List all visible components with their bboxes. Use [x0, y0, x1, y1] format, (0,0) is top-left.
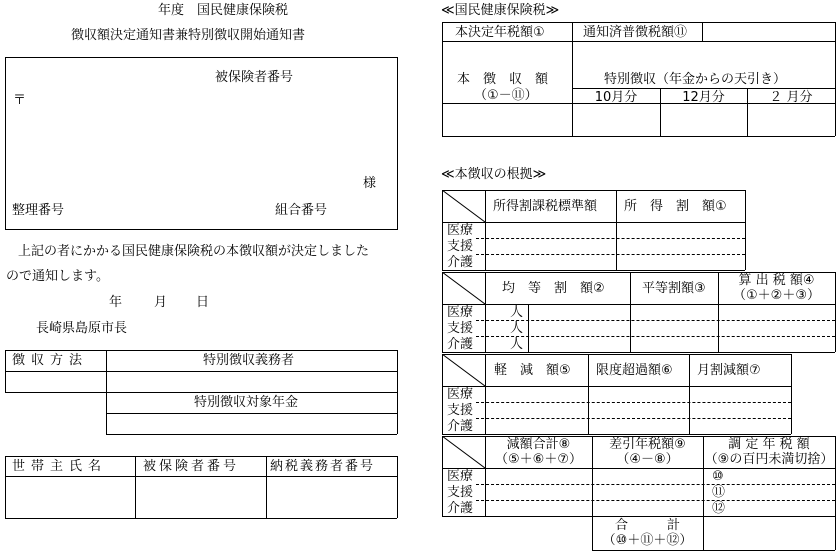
notice-text-line1: 上記の者にかかる国民健康保険税の本徴収額が決定しました	[18, 244, 370, 259]
special-collection-obligor-label: 特別徴収義務者	[203, 353, 295, 368]
group-number-label: 組合番号	[275, 203, 328, 218]
header-subtitle: 徴収額決定通知書兼特別徴収開始通知書	[71, 28, 306, 43]
notified-tax-label: 通知済普徴税額⑪	[583, 25, 688, 40]
adjusted-annual-tax-formula: （⑨の百円未満切捨）	[704, 452, 834, 467]
row-label-care: 介護	[447, 501, 474, 516]
annual-tax-label: 本決定年税額①	[455, 25, 545, 40]
month-february: ２ 月分	[769, 90, 813, 105]
person-unit: 人	[510, 321, 524, 336]
excess-limit-label: 限度超過額⑥	[596, 363, 673, 378]
row-label-support: 支援	[447, 403, 474, 418]
collection-amount-label: 本 徴 収 額	[457, 72, 549, 87]
header-title: 年度 国民健康保険税	[158, 3, 289, 18]
special-collection-header: 特別徴収（年金からの天引き）	[604, 72, 787, 87]
computed-tax-label: 算 出 税 額④	[738, 273, 815, 288]
insured-number-label: 被保険者番号	[215, 70, 294, 85]
reference-number-label: 整理番号	[12, 203, 65, 218]
grand-total-label: 合 計	[614, 518, 680, 533]
row-label-care: 介護	[447, 255, 474, 270]
grand-total-formula: （⑩＋⑪＋⑫）	[602, 533, 693, 548]
adjusted-annual-tax-label: 調 定 年 税 額	[728, 437, 810, 452]
section-health-tax-title: ≪国民健康保険税≫	[441, 3, 560, 18]
honorific: 様	[363, 176, 377, 191]
monthly-reduction-label: 月割減額⑦	[697, 363, 761, 378]
diagonal-line	[442, 436, 485, 468]
marker-12: ⑫	[712, 501, 726, 516]
row-label-care: 介護	[447, 419, 474, 434]
net-annual-tax-label: 差引年税額⑨	[609, 437, 686, 452]
diagonal-line	[442, 190, 485, 222]
date-month: 月	[154, 295, 168, 310]
marker-11: ⑪	[712, 485, 726, 500]
date-day: 日	[196, 295, 210, 310]
notice-text-line2: ので通知します。	[6, 269, 109, 284]
diagonal-line	[442, 272, 485, 304]
row-label-care: 介護	[447, 337, 474, 352]
row-label-medical: 医療	[447, 223, 474, 238]
per-capita-label: 均 等 割 額②	[502, 281, 605, 296]
person-unit: 人	[510, 337, 524, 352]
household-insured-number-label: 被保険者番号	[143, 459, 240, 474]
person-unit: 人	[510, 305, 524, 320]
month-october: 10月分	[594, 90, 638, 105]
issuer-name: 長崎県島原市長	[36, 321, 128, 336]
total-reduction-label: 減額合計⑧	[506, 437, 571, 452]
computed-tax-formula: （①＋②＋③）	[733, 288, 820, 303]
row-label-medical: 医療	[447, 469, 474, 484]
special-collection-pension-label: 特別徴収対象年金	[194, 395, 299, 410]
diagonal-line	[442, 354, 485, 386]
row-label-medical: 医療	[447, 305, 474, 320]
reduction-label: 軽 減 額⑤	[494, 363, 571, 378]
month-december: 12月分	[682, 90, 725, 105]
income-base-label: 所得割課税標準額	[493, 199, 598, 214]
row-label-support: 支援	[447, 321, 474, 336]
household-head-name-label: 世帯主氏名	[12, 459, 108, 474]
row-label-support: 支援	[447, 239, 474, 254]
income-levy-label: 所 得 割 額①	[624, 199, 727, 214]
flat-levy-label: 平等割額③	[642, 281, 706, 296]
marker-10: ⑩	[712, 469, 724, 484]
collection-amount-formula: （①－⑪）	[474, 88, 538, 103]
taxpayer-number-label: 納税義務者番号	[270, 459, 376, 474]
date-year: 年	[109, 295, 123, 310]
section-basis-title: ≪本徴収の根拠≫	[441, 167, 547, 182]
total-reduction-formula: （⑤＋⑥＋⑦）	[495, 452, 582, 467]
row-label-support: 支援	[447, 485, 474, 500]
row-label-medical: 医療	[447, 387, 474, 402]
collection-method-label: 徴収方法	[12, 353, 89, 368]
net-annual-tax-formula: （④－⑧）	[616, 452, 679, 467]
postal-mark: 〒	[13, 93, 27, 108]
